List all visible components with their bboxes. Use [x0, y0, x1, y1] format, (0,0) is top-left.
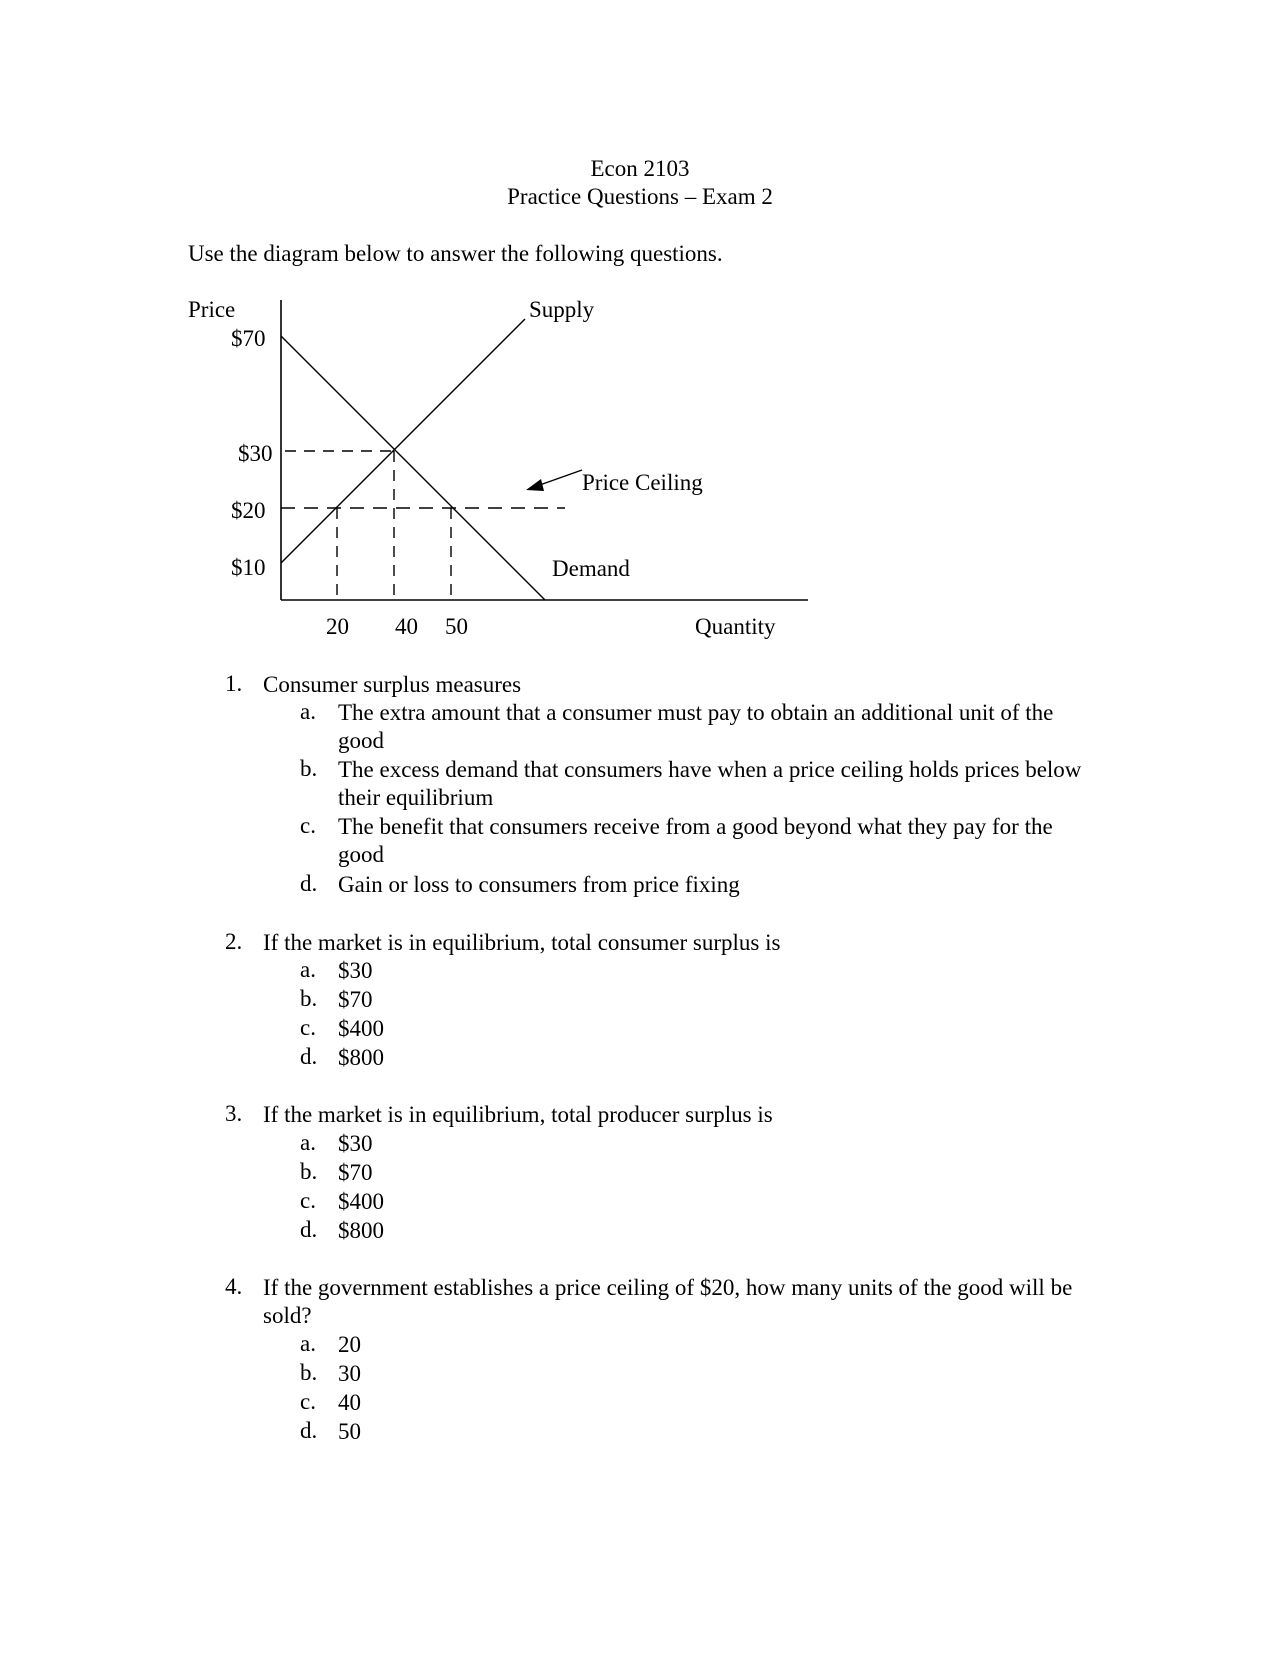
question-number: 4.: [225, 1274, 243, 1299]
x-tick-50: 50: [445, 614, 468, 639]
y-tick-70: $70: [231, 326, 266, 351]
price-ceiling-label: Price Ceiling: [582, 470, 703, 495]
question-text: Consumer surplus measures: [263, 672, 522, 697]
y-axis-label: Price: [188, 297, 236, 322]
question-text: If the government establishes a price ceiling of $20, how many units of the good will be sold?: [263, 1275, 1073, 1328]
y-tick-20: $20: [231, 498, 266, 523]
supply-label: Supply: [529, 297, 595, 322]
question-text: If the market is in equilibrium, total consumer surplus is: [263, 930, 781, 955]
x-tick-20: 20: [326, 614, 349, 639]
exam-subtitle: Practice Questions – Exam 2: [507, 184, 773, 209]
question-list: 1. Consumer surplus measures a. The extra amount that a consumer must pay to obtain an additional unit of the good b. The excess demand that consumers have when a price ceiling holds prices below their equilibrium c. The benefit that consumers receive from a good beyond what they pay for the good d. Gain or loss to consumers from price fixing 2. If the market is in equilibrium, total consumer surplus is a. $30 b. $70 c. $400 d. $800 3. If the market is in equilibrium, total producer surplus is a. $30 b. $70 c. $400 d. $800 4. If the government establishes a price ceiling of $20, how many units of the good will be sold? a. 20 b. 30 c. 40 d. 50: [225, 671, 1082, 1444]
instruction-text: Use the diagram below to answer the following questions.: [188, 241, 723, 266]
x-axis-label: Quantity: [695, 614, 776, 639]
question-number: 3.: [225, 1101, 243, 1126]
course-title: Econ 2103: [590, 156, 690, 181]
question-number: 1.: [225, 671, 243, 696]
question-number: 2.: [225, 929, 243, 954]
question-text: If the market is in equilibrium, total producer surplus is: [263, 1102, 773, 1127]
y-tick-30: $30: [238, 441, 273, 466]
y-tick-10: $10: [231, 555, 266, 580]
x-tick-40: 40: [395, 614, 418, 639]
demand-label: Demand: [552, 556, 630, 581]
